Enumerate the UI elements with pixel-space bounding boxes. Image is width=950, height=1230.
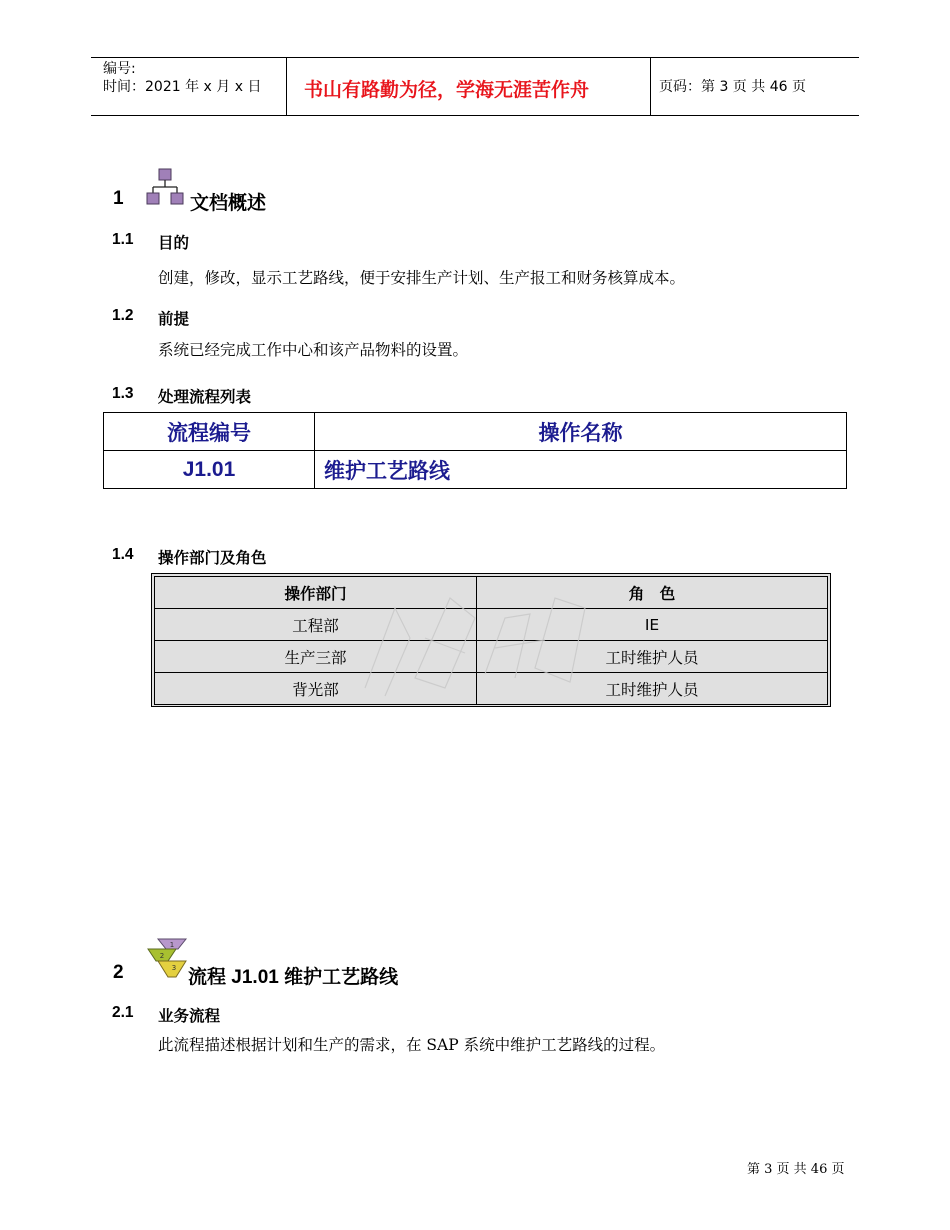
process-id-cell: J1.01 bbox=[104, 451, 315, 489]
section-1-title: 文档概述 bbox=[190, 193, 267, 214]
footer-page-label: 第 3 页 共 46 页 bbox=[747, 1162, 845, 1177]
section-2-1-number: 2.1 bbox=[112, 1004, 134, 1021]
section-1-3-number: 1.3 bbox=[112, 385, 134, 402]
section-1-2-number: 1.2 bbox=[112, 307, 134, 324]
section-1-3-title: 处理流程列表 bbox=[158, 389, 252, 406]
table-header-cell: 流程编号 bbox=[104, 413, 315, 451]
role-cell: 工时维护人员 bbox=[477, 641, 828, 673]
role-cell: IE bbox=[477, 609, 828, 641]
section-2-1-text: 此流程描述根据计划和生产的需求，在 SAP 系统中维护工艺路线的过程。 bbox=[158, 1036, 666, 1054]
section-1-1-title: 目的 bbox=[158, 235, 190, 252]
header-top-rule bbox=[91, 57, 859, 58]
header-number-label: 编号: bbox=[103, 61, 136, 77]
dept-cell: 生产三部 bbox=[155, 641, 477, 673]
header-divider bbox=[286, 57, 287, 115]
section-2-number: 2 bbox=[113, 962, 124, 983]
section-1-4-number: 1.4 bbox=[112, 546, 134, 563]
svg-text:2: 2 bbox=[159, 952, 165, 960]
table-row bbox=[155, 609, 828, 641]
dept-table-frame bbox=[151, 573, 831, 707]
table-header-cell: 角 色 bbox=[477, 577, 828, 609]
header-bottom-rule bbox=[91, 115, 859, 116]
table-header-cell: 操作名称 bbox=[315, 413, 847, 451]
process-steps-icon bbox=[144, 937, 190, 985]
table-row bbox=[155, 641, 828, 673]
process-name-cell: 维护工艺路线 bbox=[315, 451, 847, 489]
header-motto: 书山有路勤为径，学海无涯苦作舟 bbox=[304, 79, 590, 101]
section-1-number: 1 bbox=[113, 188, 124, 209]
table-header-row bbox=[104, 413, 847, 451]
svg-text:3: 3 bbox=[171, 964, 177, 972]
table-row bbox=[155, 673, 828, 705]
table-header-row bbox=[155, 577, 828, 609]
section-1-2-title: 前提 bbox=[158, 311, 190, 328]
section-1-1-number: 1.1 bbox=[112, 231, 134, 248]
hierarchy-icon bbox=[146, 168, 184, 212]
section-1-1-text: 创建，修改，显示工艺路线，便于安排生产计划、生产报工和财务核算成本。 bbox=[158, 269, 686, 287]
dept-cell: 工程部 bbox=[155, 609, 477, 641]
dept-cell: 背光部 bbox=[155, 673, 477, 705]
role-cell: 工时维护人员 bbox=[477, 673, 828, 705]
header-divider bbox=[650, 57, 651, 115]
table-row bbox=[104, 451, 847, 489]
svg-text:1: 1 bbox=[169, 941, 175, 949]
section-1-4-title: 操作部门及角色 bbox=[158, 550, 267, 567]
process-table bbox=[103, 412, 847, 489]
section-1-2-text: 系统已经完成工作中心和该产品物料的设置。 bbox=[158, 341, 469, 359]
header-page-label: 页码：第 3 页 共 46 页 bbox=[659, 79, 806, 95]
section-2-1-title: 业务流程 bbox=[158, 1008, 221, 1025]
section-2-title: 流程 J1.01 维护工艺路线 bbox=[188, 967, 399, 988]
header-time-label: 时间：2021 年 x 月 x 日 bbox=[103, 79, 262, 95]
dept-table bbox=[154, 576, 828, 705]
table-header-cell: 操作部门 bbox=[155, 577, 477, 609]
